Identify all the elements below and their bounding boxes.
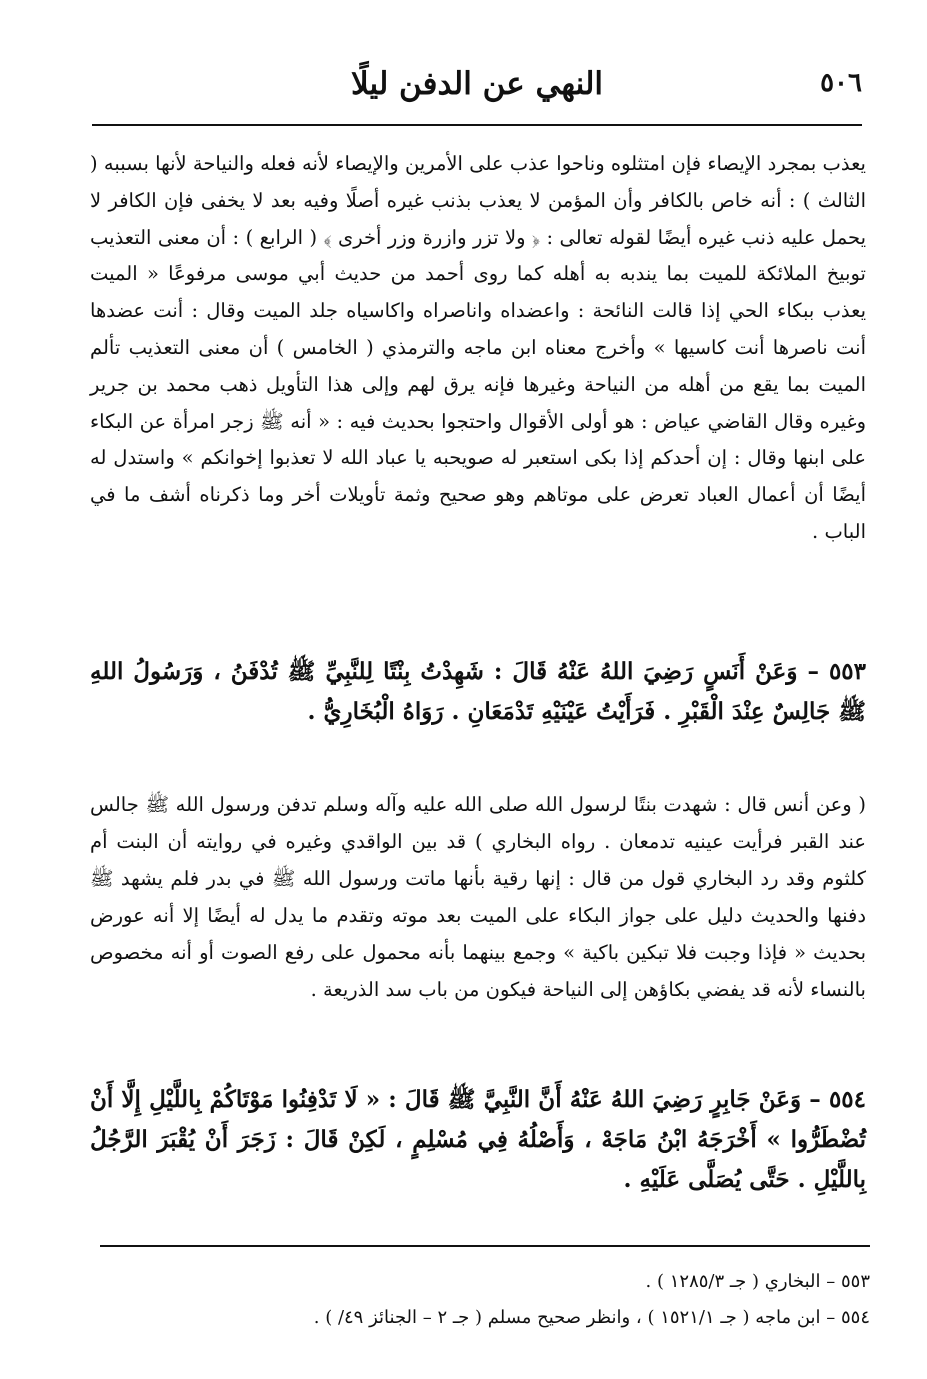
footnote-553: ٥٥٣ – البخاري ( جـ ١٢٨٥/٣ ) . <box>645 1271 870 1292</box>
header-rule <box>92 124 862 126</box>
hadith-554: ٥٥٤ – وَعَنْ جَابِرٍ رَضِيَ اللهُ عَنْهُ أَنَّ النَّبِيَّ ﷺ قَالَ : « لَا تَدْفِنُوا مَوْتَاكُمْ بِاللَّيْلِ إِلَّا أَنْ تُضْطَرُّوا » أَخْرَجَهُ ابْنُ مَاجَهْ ، وَأَصْلُهُ فِي مُسْلِمٍ ، لَكِنْ قَالَ : زَجَرَ أَنْ يُقْبَرَ الرَّجُلُ بِاللَّيْلِ . حَتَّى يُصَلَّى عَلَيْهِ . <box>90 1086 866 1193</box>
commentary-paragraph: يعذب بمجرد الإيصاء فإن امتثلوه وناحوا عذب على الأمرين والإيصاء لأنه فعله والنياحة لأنها بسببه ( الثالث ) : أنه خاص بالكافر وأن المؤمن لا يعذب بذنب غيره أصلًا وفيه بعد لا يخفى فإن الكافر لا يحمل عليه ذنب غيره أيضًا لقوله تعالى : ﴿ ولا تزر وازرة وزر أخرى ﴾ ( الرابع ) : أن معنى التعذيب توبيخ الملائكة للميت بما يندبه به أهله كما روى أحمد من حديث أبي موسى مرفوعًا « الميت يعذب ببكاء الحي إذا قالت النائحة : واعضداه واناصراه واكاسياه جلد الميت وقال : أنت عضدها أنت ناصرها أنت كاسيها » وأخرج معناه ابن ماجه والترمذي ( الخامس ) أن معنى التعذيب تألم الميت بما يقع من أهله من النياحة وغيرها فإنه يرق لهم وإلى هذا التأويل ذهب محمد بن جرير وغيره وقال القاضي عياض : هو أولى الأقوال واحتجوا بحديث فيه : « أنه ﷺ زجر امرأة عن البكاء على ابنها وقال : إن أحدكم إذا بكى استعبر له صويحبه يا عباد الله لا تعذبوا إخوانكم » واستدل له أيضًا أن أعمال العباد تعرض على موتاهم وهو صحيح وثمة تأويلات أخر وما ذكرناه أشف ما في الباب . <box>90 152 866 543</box>
footnotes <box>100 1264 870 1336</box>
footnote-554: ٥٥٤ – ابن ماجه ( جـ ١٥٢١/١ ) ، وانظر صحيح مسلم ( جـ ٢ – الجنائز ٤٩/ ) . <box>313 1307 870 1328</box>
page-number: ٥٠٦ <box>820 68 862 98</box>
footnote-rule <box>100 1245 870 1247</box>
commentary-paragraph-553: ( وعن أنس قال : شهدت بنتًا لرسول الله صلى الله عليه وآله وسلم تدفن ورسول الله ﷺ جالس عند القبر فرأيت عينيه تدمعان . رواه البخاري ) قد بين الواقدي وغيره في روايته أن البنت أم كلثوم وقد رد البخاري قول من قال : إنها رقية بأنها ماتت ورسول الله ﷺ في بدر فلم يشهد ﷺ دفنها والحديث دليل على جواز البكاء على الميت بعد موته وتقدم ما يدل له أيضًا إلا أنه عورض بحديث « فإذا وجبت فلا تبكين باكية » وجمع بينهما بأنه محمول على رفع الصوت أو أنه مخصوص بالنساء لأنه قد يفضي بكاؤهن إلى النياحة فيكون من باب سد الذريعة . <box>90 793 866 1001</box>
running-title: النهي عن الدفن ليلًا <box>350 66 604 102</box>
hadith-553: ٥٥٣ – وَعَنْ أَنَسٍ رَضِيَ اللهُ عَنْهُ قَالَ : شَهِدْتُ بِنْتًا لِلنَّبِيِّ ﷺ تُدْفَنُ ، وَرَسُولُ اللهِ ﷺ جَالِسٌ عِنْدَ الْقَبْرِ . فَرَأَيْتُ عَيْنَيْهِ تَدْمَعَانِ . رَوَاهُ الْبُخَارِيُّ . <box>90 658 866 725</box>
page-header <box>92 62 862 112</box>
